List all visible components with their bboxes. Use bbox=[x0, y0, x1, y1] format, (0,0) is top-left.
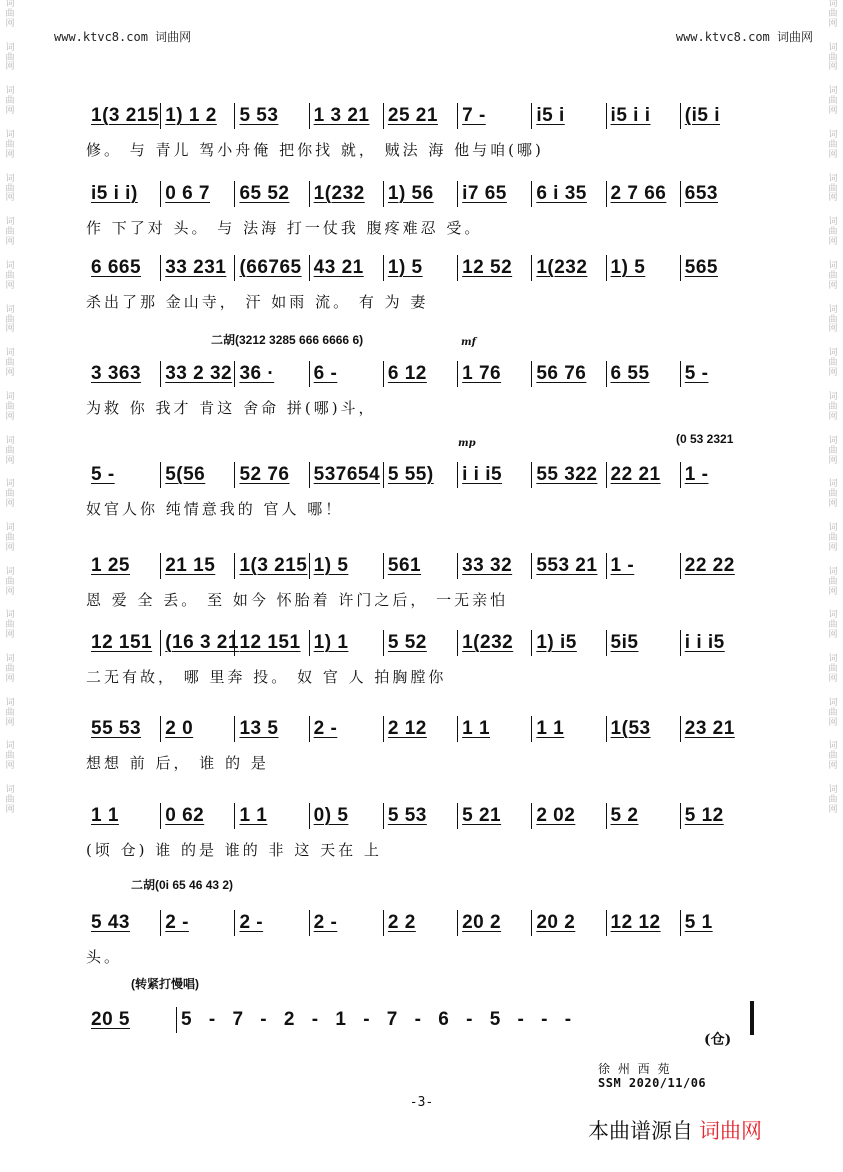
lyrics-line: 二无有故， 哪 里奔 投。 奴 官 人 拍胸膛你 bbox=[86, 668, 447, 686]
measure: 33 32 bbox=[458, 553, 532, 579]
watermark-char: 词 bbox=[828, 435, 838, 446]
watermark-char: 词 bbox=[828, 173, 838, 184]
measure: 553 21 bbox=[532, 553, 606, 579]
notation-line bbox=[86, 630, 754, 656]
watermark-char: 曲 bbox=[828, 358, 838, 369]
watermark-char: 网 bbox=[828, 193, 838, 204]
measure: 1(3 215 bbox=[235, 553, 309, 579]
measure: 6 - bbox=[310, 361, 384, 387]
measure: 1) i5 bbox=[532, 630, 606, 656]
watermark-char: 网 bbox=[828, 673, 838, 684]
watermark-char: 词 bbox=[828, 42, 838, 53]
watermark-char: 曲 bbox=[5, 445, 15, 456]
header-site-left[interactable]: www.ktvc8.com 词曲网 bbox=[54, 30, 192, 44]
measure: 36 · bbox=[235, 361, 309, 387]
lyrics-line: 想想 前 后， 谁 的 是 bbox=[86, 754, 269, 772]
watermark-char: 曲 bbox=[828, 96, 838, 107]
watermark-char: 曲 bbox=[828, 401, 838, 412]
measure: i5 i i) bbox=[87, 181, 161, 207]
measure: 33 2 32 bbox=[161, 361, 235, 387]
measure: 5 55) bbox=[384, 462, 458, 488]
watermark-char: 曲 bbox=[828, 489, 838, 500]
measure: 25 21 bbox=[384, 103, 458, 129]
watermark-char: 词 bbox=[5, 523, 15, 534]
watermark-char: 词 bbox=[5, 261, 15, 272]
measure: 23 21 bbox=[681, 716, 754, 742]
watermark-char: 曲 bbox=[5, 663, 15, 674]
measure: 13 5 bbox=[235, 716, 309, 742]
watermark-char: 网 bbox=[828, 368, 838, 379]
watermark-char: 网 bbox=[5, 106, 15, 117]
measure: 1 3 21 bbox=[310, 103, 384, 129]
watermark-char: 网 bbox=[5, 368, 15, 379]
watermark-char: 曲 bbox=[5, 489, 15, 500]
page-number: -3- bbox=[409, 1095, 434, 1110]
watermark-char: 词 bbox=[828, 348, 838, 359]
ending-cue: (仓) bbox=[704, 1032, 732, 1048]
watermark-char: 网 bbox=[828, 804, 838, 815]
watermark-char: 曲 bbox=[5, 532, 15, 543]
measure: 12 151 bbox=[87, 630, 161, 656]
measure: 2 - bbox=[310, 716, 384, 742]
measure: 1(53 bbox=[607, 716, 681, 742]
watermark-char: 曲 bbox=[828, 794, 838, 805]
measure: 1(3 215 bbox=[87, 103, 161, 129]
watermark-char: 词 bbox=[828, 86, 838, 97]
measure: 2 - bbox=[310, 910, 384, 936]
watermark-char: 词 bbox=[5, 86, 15, 97]
measure: 12 52 bbox=[458, 255, 532, 281]
watermark-char: 曲 bbox=[828, 751, 838, 762]
watermark-char: 网 bbox=[828, 280, 838, 291]
watermark-char: 曲 bbox=[5, 52, 15, 63]
watermark-char: 网 bbox=[5, 761, 15, 772]
final-barline bbox=[750, 1001, 754, 1035]
measure: (i5 i bbox=[681, 103, 754, 129]
watermark-char: 曲 bbox=[5, 401, 15, 412]
watermark-char: 网 bbox=[5, 499, 15, 510]
watermark-char: 词 bbox=[828, 523, 838, 534]
watermark-char: 曲 bbox=[5, 707, 15, 718]
notation-line bbox=[86, 910, 754, 936]
watermark-char: 网 bbox=[5, 280, 15, 291]
score-row bbox=[86, 181, 754, 237]
watermark-char: 曲 bbox=[828, 707, 838, 718]
measure: i5 i i bbox=[607, 103, 681, 129]
watermark-char: 曲 bbox=[828, 620, 838, 631]
watermark-char: 网 bbox=[828, 62, 838, 73]
measure: 55 53 bbox=[87, 716, 161, 742]
measure: (66765 bbox=[235, 255, 309, 281]
lyrics-line: 杀出了那 金山寺， 汗 如雨 流。 有 为 妻 bbox=[86, 293, 429, 311]
notation-line bbox=[86, 1007, 754, 1033]
watermark-char: 曲 bbox=[5, 227, 15, 238]
watermark-char: 曲 bbox=[5, 8, 15, 19]
watermark-char: 词 bbox=[828, 566, 838, 577]
watermark-char: 词 bbox=[828, 785, 838, 796]
watermark-char: 曲 bbox=[828, 445, 838, 456]
watermark-char: 网 bbox=[5, 673, 15, 684]
score-row bbox=[86, 103, 754, 159]
measure: 6 55 bbox=[607, 361, 681, 387]
measure: 2 2 bbox=[384, 910, 458, 936]
watermark-char: 词 bbox=[828, 479, 838, 490]
watermark-char: 网 bbox=[5, 542, 15, 553]
watermark-char: 网 bbox=[5, 804, 15, 815]
watermark-char: 词 bbox=[828, 610, 838, 621]
watermark-char: 网 bbox=[5, 18, 15, 29]
measure: 5 12 bbox=[681, 803, 754, 829]
measure: 1) 5 bbox=[607, 255, 681, 281]
watermark-char: 网 bbox=[828, 717, 838, 728]
watermark-char: 网 bbox=[5, 586, 15, 597]
watermark-char: 词 bbox=[5, 566, 15, 577]
watermark-char: 词 bbox=[5, 304, 15, 315]
score-row bbox=[86, 716, 754, 772]
measure: 5 21 bbox=[458, 803, 532, 829]
watermark-char: 曲 bbox=[828, 270, 838, 281]
measure: 1) 1 2 bbox=[161, 103, 235, 129]
instrument-annotation: (0 53 2321 bbox=[676, 432, 734, 446]
notation-line bbox=[86, 181, 754, 207]
watermark-char: 词 bbox=[828, 654, 838, 665]
measure: 20 5 bbox=[87, 1007, 177, 1033]
watermark-char: 词 bbox=[828, 217, 838, 228]
watermark-char: 曲 bbox=[5, 794, 15, 805]
watermark-char: 词 bbox=[5, 130, 15, 141]
watermark-char: 曲 bbox=[5, 751, 15, 762]
watermark-char: 网 bbox=[828, 106, 838, 117]
watermark-char: 网 bbox=[828, 149, 838, 160]
measure: 1) 5 bbox=[310, 553, 384, 579]
watermark-char: 曲 bbox=[828, 663, 838, 674]
watermark-char: 词 bbox=[5, 785, 15, 796]
score-row bbox=[86, 803, 754, 859]
measure: 1 76 bbox=[458, 361, 532, 387]
watermark-char: 网 bbox=[828, 542, 838, 553]
measure: 20 2 bbox=[458, 910, 532, 936]
measure: 5 - 7 - 2 - 1 - 7 - 6 - 5 - - - bbox=[181, 1009, 578, 1030]
watermark-char: 词 bbox=[828, 392, 838, 403]
measure: 6 665 bbox=[87, 255, 161, 281]
watermark-char: 词 bbox=[828, 0, 838, 9]
measure: 1(232 bbox=[532, 255, 606, 281]
notation-line bbox=[86, 103, 754, 129]
watermark-char: 网 bbox=[828, 18, 838, 29]
notation-line bbox=[86, 716, 754, 742]
measure: 43 21 bbox=[310, 255, 384, 281]
watermark-char: 曲 bbox=[5, 620, 15, 631]
watermark-char: 曲 bbox=[5, 183, 15, 194]
measure: 1 - bbox=[607, 553, 681, 579]
measure: 1(232 bbox=[310, 181, 384, 207]
measure: 12 151 bbox=[235, 630, 309, 656]
measure: 3 363 bbox=[87, 361, 161, 387]
notation-line bbox=[86, 361, 754, 387]
watermark-char: 词 bbox=[5, 392, 15, 403]
watermark-char: 网 bbox=[828, 499, 838, 510]
lyrics-line: 为救 你 我才 肯这 舍命 拼(哪)斗， bbox=[86, 399, 377, 417]
watermark-char: 词 bbox=[5, 0, 15, 9]
measure: 1 1 bbox=[87, 803, 161, 829]
watermark-char: 词 bbox=[5, 348, 15, 359]
notation-line bbox=[86, 462, 754, 488]
measure: 56 76 bbox=[532, 361, 606, 387]
watermark-char: 网 bbox=[5, 193, 15, 204]
lyrics-line: (顷 仓) 谁 的是 谁的 非 这 天在 上 bbox=[86, 841, 382, 859]
watermark-char: 曲 bbox=[828, 139, 838, 150]
watermark-char: 曲 bbox=[5, 96, 15, 107]
measure: i i i5 bbox=[681, 630, 754, 656]
measure: 1 1 bbox=[458, 716, 532, 742]
watermark-char: 曲 bbox=[5, 139, 15, 150]
measure: 5 43 bbox=[87, 910, 161, 936]
watermark-char: 曲 bbox=[828, 227, 838, 238]
measure: 1 - bbox=[681, 462, 754, 488]
instrument-annotation: (转紧打慢唱) bbox=[131, 977, 199, 991]
watermark-char: 网 bbox=[5, 455, 15, 466]
measure: i5 i bbox=[532, 103, 606, 129]
right-watermark-strip bbox=[823, 0, 843, 1172]
watermark-char: 网 bbox=[828, 411, 838, 422]
measure: 2 12 bbox=[384, 716, 458, 742]
watermark-char: 网 bbox=[5, 411, 15, 422]
measure: 561 bbox=[384, 553, 458, 579]
watermark-char: 曲 bbox=[5, 314, 15, 325]
measure: (16 3 21 bbox=[161, 630, 235, 656]
score-row bbox=[86, 878, 754, 966]
watermark-char: 曲 bbox=[5, 358, 15, 369]
dynamic-marking: mp bbox=[458, 438, 476, 449]
watermark-char: 网 bbox=[828, 761, 838, 772]
watermark-char: 词 bbox=[828, 261, 838, 272]
measure: 1) 56 bbox=[384, 181, 458, 207]
dynamic-marking: mf bbox=[461, 337, 476, 348]
watermark-char: 曲 bbox=[828, 183, 838, 194]
watermark-char: 曲 bbox=[828, 52, 838, 63]
instrument-annotation: 二胡(3212 3285 666 6666 6) bbox=[211, 333, 364, 347]
signature-name: 徐 州 西 苑 bbox=[598, 1062, 672, 1076]
measure: 565 bbox=[681, 255, 754, 281]
watermark-char: 词 bbox=[828, 741, 838, 752]
measure: 5 52 bbox=[384, 630, 458, 656]
score-row bbox=[86, 977, 754, 1063]
measure: 2 7 66 bbox=[607, 181, 681, 207]
header-site-right[interactable]: www.ktvc8.com 词曲网 bbox=[675, 30, 813, 44]
measure: 1 1 bbox=[235, 803, 309, 829]
measure: 20 2 bbox=[532, 910, 606, 936]
score-row bbox=[86, 432, 754, 518]
watermark-char: 网 bbox=[828, 237, 838, 248]
notation-line bbox=[86, 803, 754, 829]
watermark-char: 词 bbox=[5, 435, 15, 446]
watermark-char: 网 bbox=[5, 237, 15, 248]
lyrics-line: 修。 与 青儿 驾小舟俺 把你找 就， 贼法 海 他与咱(哪) bbox=[86, 141, 544, 159]
measure: 5 53 bbox=[235, 103, 309, 129]
watermark-char: 词 bbox=[5, 654, 15, 665]
measure: 52 76 bbox=[235, 462, 309, 488]
watermark-char: 词 bbox=[5, 741, 15, 752]
measure: 5(56 bbox=[161, 462, 235, 488]
measure: 1) 5 bbox=[384, 255, 458, 281]
watermark-char: 网 bbox=[5, 630, 15, 641]
measure: 0 6 7 bbox=[161, 181, 235, 207]
watermark-char: 网 bbox=[5, 149, 15, 160]
watermark-char: 网 bbox=[5, 62, 15, 73]
measure: 1 1 bbox=[532, 716, 606, 742]
score-row bbox=[86, 255, 754, 311]
measure: 5 - bbox=[87, 462, 161, 488]
measure: 21 15 bbox=[161, 553, 235, 579]
watermark-char: 网 bbox=[5, 717, 15, 728]
watermark-char: 词 bbox=[5, 42, 15, 53]
measure: i7 65 bbox=[458, 181, 532, 207]
watermark-char: 网 bbox=[828, 586, 838, 597]
signature-date: SSM 2020/11/06 bbox=[598, 1076, 707, 1090]
watermark-char: 曲 bbox=[828, 576, 838, 587]
instrument-annotation: 二胡(0i 65 46 43 2) bbox=[131, 878, 234, 892]
measure: 2 - bbox=[161, 910, 235, 936]
watermark-char: 曲 bbox=[828, 532, 838, 543]
measure: 1(232 bbox=[458, 630, 532, 656]
watermark-char: 曲 bbox=[828, 8, 838, 19]
watermark-char: 词 bbox=[828, 130, 838, 141]
measure: 22 21 bbox=[607, 462, 681, 488]
watermark-char: 词 bbox=[828, 697, 838, 708]
watermark-char: 词 bbox=[5, 610, 15, 621]
watermark-char: 曲 bbox=[5, 576, 15, 587]
measure: 5i5 bbox=[607, 630, 681, 656]
watermark-char: 词 bbox=[5, 697, 15, 708]
watermark-char: 网 bbox=[828, 324, 838, 335]
measure: 1) 1 bbox=[310, 630, 384, 656]
source-brand-link[interactable]: 词曲网 bbox=[699, 1119, 762, 1143]
measure: 5 53 bbox=[384, 803, 458, 829]
measure: 12 12 bbox=[607, 910, 681, 936]
measure: 6 12 bbox=[384, 361, 458, 387]
measure: 0) 5 bbox=[310, 803, 384, 829]
measure: 6 i 35 bbox=[532, 181, 606, 207]
watermark-char: 网 bbox=[5, 324, 15, 335]
watermark-char: 词 bbox=[5, 479, 15, 490]
lyrics-line: 奴官人你 纯情意我的 官人 哪！ bbox=[86, 500, 344, 518]
score-row bbox=[86, 333, 754, 417]
lyrics-line: 头。 bbox=[86, 948, 123, 966]
measure: 2 0 bbox=[161, 716, 235, 742]
measure: 65 52 bbox=[235, 181, 309, 207]
measure: 22 22 bbox=[681, 553, 754, 579]
measure: i i i5 bbox=[458, 462, 532, 488]
measure: 0 62 bbox=[161, 803, 235, 829]
measure: 7 - bbox=[458, 103, 532, 129]
watermark-char: 词 bbox=[5, 217, 15, 228]
measure: 5 - bbox=[681, 361, 754, 387]
watermark-char: 曲 bbox=[828, 314, 838, 325]
score-row bbox=[86, 630, 754, 686]
watermark-char: 曲 bbox=[5, 270, 15, 281]
watermark-char: 网 bbox=[828, 455, 838, 466]
measure: 33 231 bbox=[161, 255, 235, 281]
measure: 653 bbox=[681, 181, 754, 207]
measure: 2 02 bbox=[532, 803, 606, 829]
score-row bbox=[86, 553, 754, 609]
measure: 5 2 bbox=[607, 803, 681, 829]
measure: 2 - bbox=[235, 910, 309, 936]
left-watermark-strip bbox=[0, 0, 20, 1172]
lyrics-line: 作 下了对 头。 与 法海 打一仗我 腹疼难忍 受。 bbox=[86, 219, 483, 237]
watermark-char: 词 bbox=[828, 304, 838, 315]
watermark-char: 网 bbox=[828, 630, 838, 641]
measure: 55 322 bbox=[532, 462, 606, 488]
source-credit bbox=[588, 1115, 762, 1145]
notation-line bbox=[86, 255, 754, 281]
watermark-char: 词 bbox=[5, 173, 15, 184]
measure: 5 1 bbox=[681, 910, 754, 936]
measure: 537654 bbox=[310, 462, 384, 488]
notation-line bbox=[86, 553, 754, 579]
source-label: 本曲谱源自 bbox=[588, 1119, 693, 1143]
measure: 1 25 bbox=[87, 553, 161, 579]
lyrics-line: 恩 爱 全 丢。 至 如今 怀胎着 许门之后， 一无亲怕 bbox=[86, 591, 509, 609]
